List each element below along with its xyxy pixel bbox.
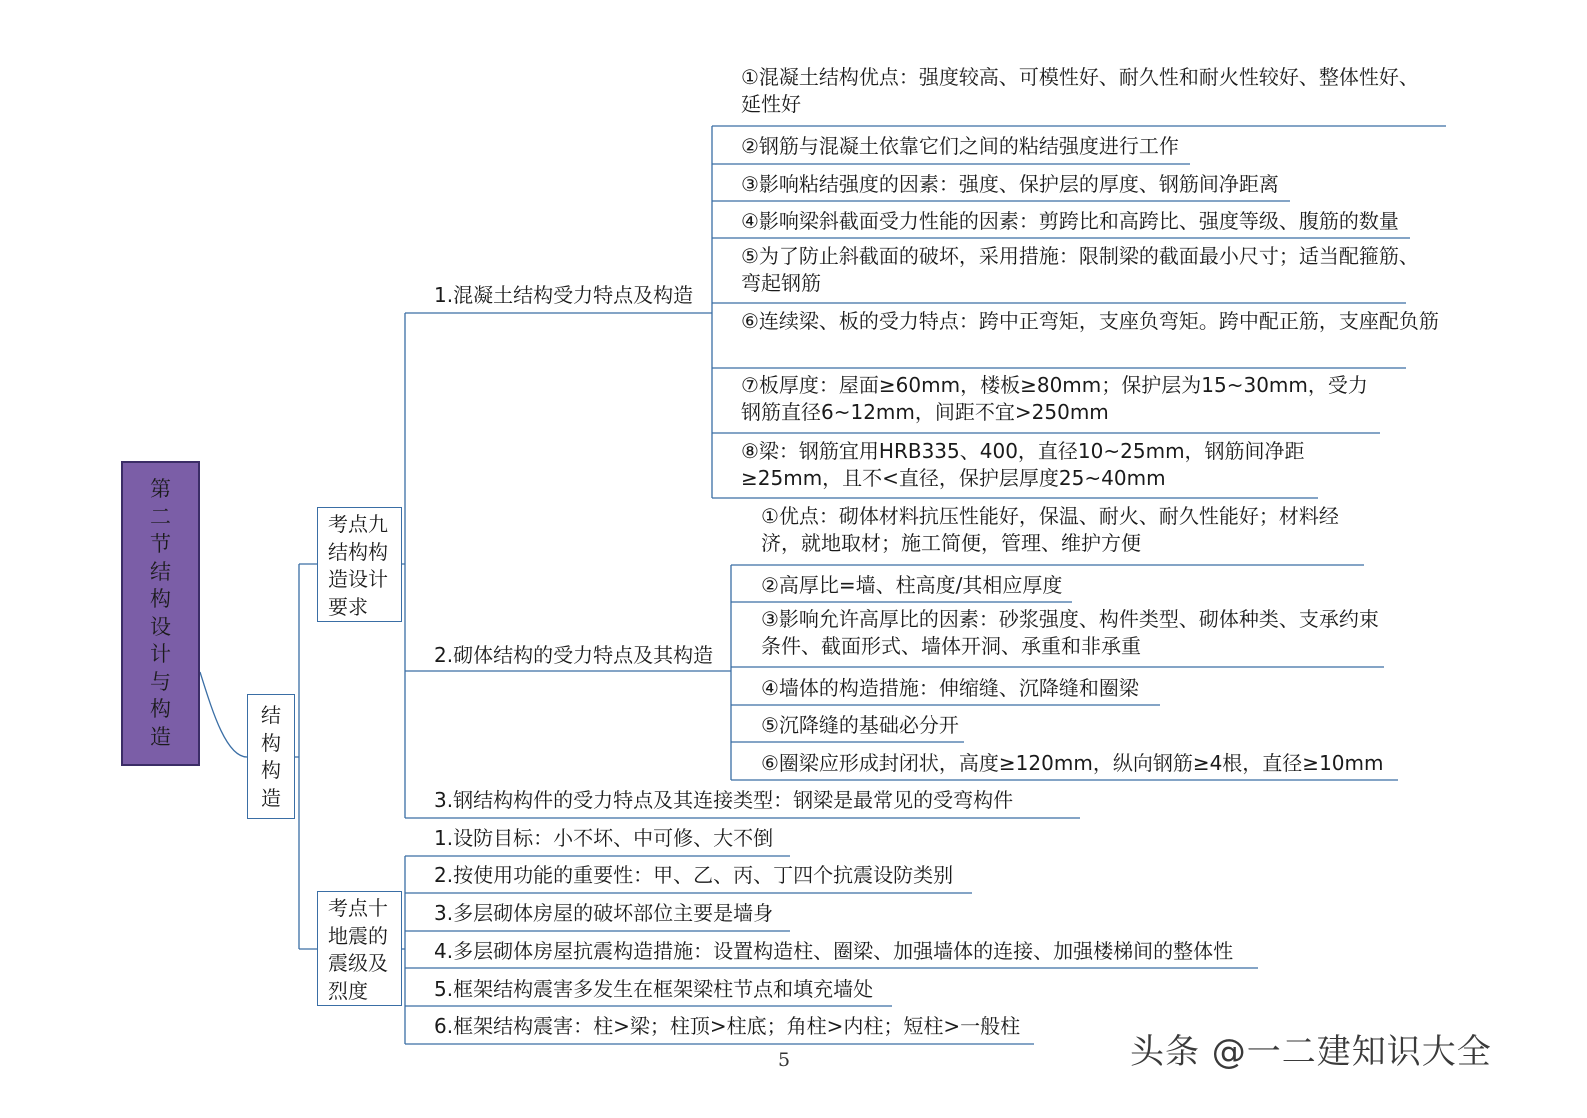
section-1-item: ⑥连续梁、板的受力特点：跨中正弯矩，支座负弯矩。跨中配正筋，支座配负筋 bbox=[741, 309, 1439, 333]
topic-b-connector bbox=[402, 856, 405, 1044]
section-2-item: ③影响允许高厚比的因素：砂浆强度、构件类型、砌体种类、支承约束条件、截面形式、墙体开洞、承重和非承重 bbox=[761, 607, 1379, 658]
section-1-item: ①混凝土结构优点：强度较高、可模性好、耐久性和耐火性较好、整体性好、延性好 bbox=[741, 65, 1419, 116]
level2-connector bbox=[295, 564, 317, 949]
section-1-item: ③影响粘结强度的因素：强度、保护层的厚度、钢筋间净距离 bbox=[741, 172, 1279, 196]
section-2-item: ⑤沉降缝的基础必分开 bbox=[761, 713, 959, 737]
section-1-item: ②钢筋与混凝土依靠它们之间的粘结强度进行工作 bbox=[741, 134, 1179, 158]
section-1-item: ⑧梁：钢筋宜用HRB335、400，直径10~25mm，钢筋间净距≥25mm，且不<直径，保护层厚度25~40mm bbox=[741, 439, 1305, 490]
watermark: 头条 @一二建知识大全 bbox=[1130, 1032, 1492, 1072]
topic-a-title: 考点九结构构造设计要求 bbox=[328, 512, 388, 619]
level2-title: 结构构造 bbox=[261, 703, 281, 810]
root-node bbox=[121, 461, 200, 766]
section-1-title: 1.混凝土结构受力特点及构造 bbox=[434, 283, 694, 307]
section-2-item: ④墙体的构造措施：伸缩缝、沉降缝和圈梁 bbox=[761, 676, 1139, 700]
section-2-item: ①优点：砌体材料抗压性能好，保温、耐火、耐久性能好；材料经济，就地取材；施工简便，管理、维护方便 bbox=[761, 504, 1339, 555]
topic-b-item: 6.框架结构震害：柱>梁；柱顶>柱底；角柱>内柱；短柱>一般柱 bbox=[434, 1014, 1021, 1038]
topic-b-item: 5.框架结构震害多发生在框架梁柱节点和填充墙处 bbox=[434, 977, 874, 1001]
section-2-item: ⑥圈梁应形成封闭状，高度≥120mm，纵向钢筋≥4根，直径≥10mm bbox=[761, 751, 1384, 775]
topic-b-node bbox=[317, 891, 402, 1006]
topic-b-item: 3.多层砌体房屋的破坏部位主要是墙身 bbox=[434, 901, 774, 925]
section-3-title: 3.钢结构构件的受力特点及其连接类型：钢梁是最常见的受弯构件 bbox=[434, 788, 1014, 812]
topic-b-item: 1.设防目标：小不坏、中可修、大不倒 bbox=[434, 826, 774, 850]
section-1-item: ⑤为了防止斜截面的破坏，采用措施：限制梁的截面最小尺寸；适当配箍筋、弯起钢筋 bbox=[741, 244, 1419, 295]
topic-b-item: 2.按使用功能的重要性：甲、乙、丙、丁四个抗震设防类别 bbox=[434, 863, 954, 887]
level2-node bbox=[247, 694, 295, 819]
topic-b-item: 4.多层砌体房屋抗震构造措施：设置构造柱、圈梁、加强墙体的连接、加强楼梯间的整体性 bbox=[434, 939, 1234, 963]
section-1-item: ④影响梁斜截面受力性能的因素：剪跨比和高跨比、强度等级、腹筋的数量 bbox=[741, 209, 1399, 233]
page-number: 5 bbox=[777, 1049, 791, 1071]
root-title: 第二节结构设计与构造 bbox=[150, 477, 171, 749]
section-2-title: 2.砌体结构的受力特点及其构造 bbox=[434, 643, 714, 667]
topic-a-node bbox=[317, 507, 402, 622]
section-1-item: ⑦板厚度：屋面≥60mm，楼板≥80mm；保护层为15~30mm，受力钢筋直径6~12mm，间距不宜>250mm bbox=[741, 373, 1368, 424]
topic-b-title: 考点十地震的震级及烈度 bbox=[328, 896, 388, 1003]
root-connector bbox=[200, 672, 247, 757]
section-2-item: ②高厚比=墙、柱高度/其相应厚度 bbox=[761, 573, 1063, 597]
